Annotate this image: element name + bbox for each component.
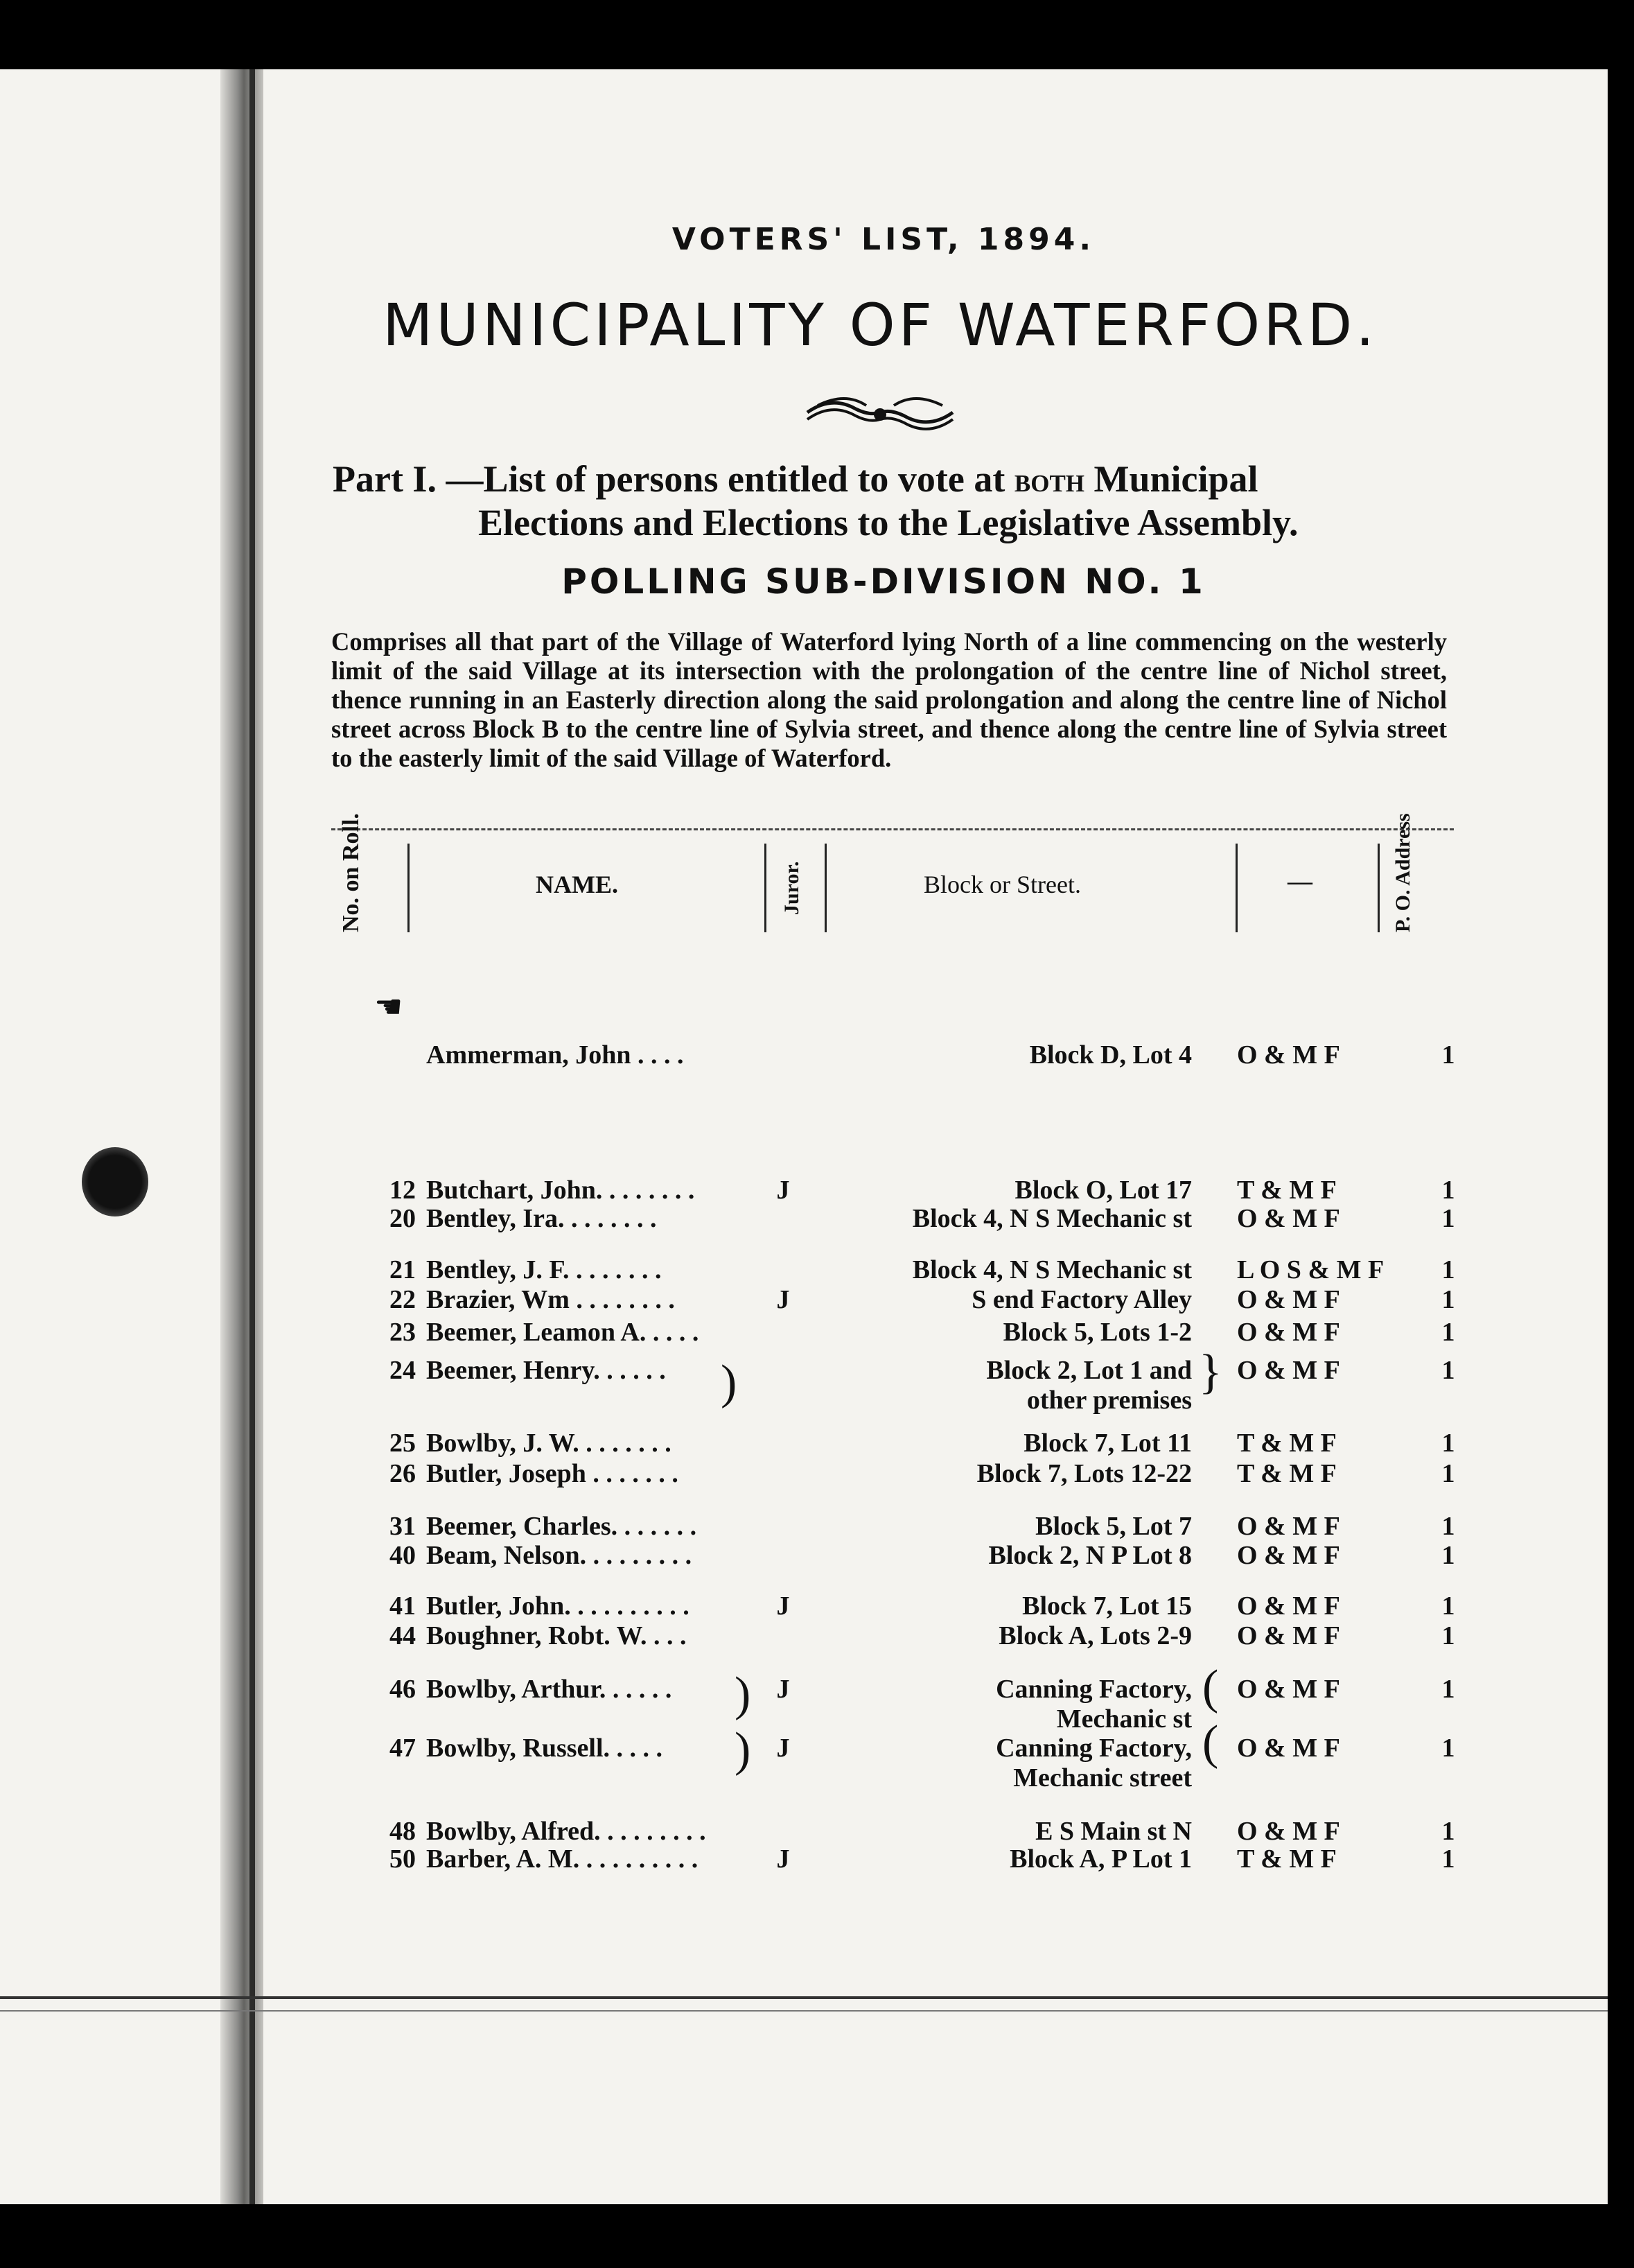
part-both: both	[1014, 460, 1085, 499]
brace-icon: )	[735, 1723, 751, 1777]
header-block: Block or Street.	[924, 871, 1081, 898]
header-top-rule	[331, 828, 1454, 830]
juror-mark: J	[776, 1176, 790, 1205]
table-row	[0, 1844, 1608, 1874]
block-or-street: Block D, Lot 4	[1029, 1040, 1192, 1070]
header-divider	[407, 844, 410, 932]
block-or-street: Canning Factory,	[996, 1734, 1192, 1763]
table-row	[0, 1816, 1608, 1847]
table-row	[0, 1428, 1608, 1458]
table-row	[0, 1674, 1608, 1704]
po-address: 1	[1441, 1844, 1455, 1874]
po-address: 1	[1441, 1285, 1455, 1314]
ornament-icon	[804, 388, 956, 437]
roll-number: 48	[389, 1817, 416, 1846]
po-address: 1	[1441, 1204, 1455, 1233]
voter-name: Bentley, Ira. . . . . . . .	[426, 1204, 657, 1233]
qualification: O & M F	[1237, 1512, 1340, 1541]
roll-number: 23	[389, 1318, 416, 1347]
brace-icon: )	[735, 1668, 751, 1721]
header-name: NAME.	[536, 871, 618, 898]
block-or-street: Block 5, Lot 7	[1035, 1512, 1192, 1541]
block-or-street: other premises	[1026, 1386, 1192, 1415]
block-or-street: S end Factory Alley	[972, 1285, 1192, 1314]
po-address: 1	[1441, 1356, 1455, 1385]
page-gutter	[220, 69, 263, 2204]
block-or-street: Mechanic st	[1056, 1704, 1192, 1734]
po-address: 1	[1441, 1734, 1455, 1763]
table-row	[0, 1704, 1608, 1734]
brace-icon: (	[1202, 1661, 1219, 1714]
table-row	[0, 1284, 1608, 1315]
page-gutter-shadow	[249, 69, 255, 2204]
brace-icon: }	[1199, 1345, 1222, 1399]
brace-icon: )	[721, 1356, 737, 1409]
po-address: 1	[1441, 1040, 1455, 1070]
block-or-street: Block 4, N S Mechanic st	[912, 1255, 1192, 1284]
roll-number: 46	[389, 1675, 416, 1704]
qualification: T & M F	[1237, 1176, 1337, 1205]
block-or-street: Block 7, Lot 15	[1022, 1591, 1192, 1621]
table-header	[331, 813, 1454, 939]
roll-number: 25	[389, 1429, 416, 1458]
bottom-rule-2	[0, 2010, 1608, 2012]
table-row	[0, 1203, 1608, 1234]
qualification: O & M F	[1237, 1621, 1340, 1650]
voter-name: Brazier, Wm . . . . . . . .	[426, 1285, 675, 1314]
qualification: O & M F	[1237, 1591, 1340, 1621]
part-label: Part I.	[333, 458, 437, 500]
qualification: O & M F	[1237, 1356, 1340, 1385]
roll-number: 40	[389, 1541, 416, 1570]
part-text-2: Municipal	[1093, 458, 1258, 500]
roll-number: 31	[389, 1512, 416, 1541]
roll-number: 26	[389, 1459, 416, 1488]
qualification: T & M F	[1237, 1459, 1337, 1488]
qualification: T & M F	[1237, 1844, 1337, 1874]
table-row	[0, 1385, 1608, 1415]
po-address: 1	[1441, 1675, 1455, 1704]
table-row	[0, 1255, 1608, 1285]
table-row	[0, 1355, 1608, 1386]
pointing-hand-icon: ☚	[374, 988, 403, 1025]
table-row	[0, 1511, 1608, 1542]
block-or-street: Block 7, Lot 11	[1024, 1429, 1192, 1458]
voter-name: Bowlby, Russell. . . . .	[426, 1734, 663, 1763]
roll-number: 47	[389, 1734, 416, 1763]
po-address: 1	[1441, 1621, 1455, 1650]
block-or-street: Block 7, Lots 12-22	[976, 1459, 1192, 1488]
header-divider	[825, 844, 827, 932]
block-or-street: Canning Factory,	[996, 1675, 1192, 1704]
qualification: O & M F	[1237, 1675, 1340, 1704]
voter-name: Boughner, Robt. W. . . .	[426, 1621, 687, 1650]
list-title: VOTERS' LIST, 1894.	[671, 222, 1096, 257]
part-text-3: Elections and Elections to the Legislative Assembly.	[478, 502, 1299, 543]
po-address: 1	[1441, 1255, 1455, 1284]
table-row	[0, 1621, 1608, 1651]
qualification: O & M F	[1237, 1734, 1340, 1763]
block-or-street: Block A, P Lot 1	[1010, 1844, 1192, 1874]
table-row	[0, 1317, 1608, 1347]
voter-name: Beam, Nelson. . . . . . . . .	[426, 1541, 692, 1570]
brace-icon: (	[1202, 1716, 1219, 1770]
roll-number: 44	[389, 1621, 416, 1650]
po-address: 1	[1441, 1541, 1455, 1570]
table-row	[0, 1591, 1608, 1621]
header-divider	[1378, 844, 1380, 932]
po-address: 1	[1441, 1817, 1455, 1846]
voter-name: Butler, John. . . . . . . . . .	[426, 1591, 689, 1621]
roll-number: 12	[389, 1176, 416, 1205]
table-row	[0, 1040, 1608, 1070]
po-address: 1	[1441, 1429, 1455, 1458]
header-divider	[1236, 844, 1238, 932]
roll-number: 21	[389, 1255, 416, 1284]
table-row	[0, 1175, 1608, 1205]
polling-subdivision-title: POLLING SUB-DIVISION NO. 1	[561, 561, 1206, 602]
voter-name: Butler, Joseph . . . . . . .	[426, 1459, 678, 1488]
roll-number: 20	[389, 1204, 416, 1233]
block-or-street: Mechanic street	[1013, 1763, 1192, 1792]
qualification: O & M F	[1237, 1541, 1340, 1570]
qualification: O & M F	[1237, 1040, 1340, 1070]
voter-name: Ammerman, John . . . .	[426, 1040, 684, 1070]
juror-mark: J	[776, 1734, 790, 1763]
qualification: O & M F	[1237, 1318, 1340, 1347]
juror-mark: J	[776, 1844, 790, 1874]
juror-mark: J	[776, 1675, 790, 1704]
roll-number: 50	[389, 1844, 416, 1874]
block-or-street: E S Main st N	[1035, 1817, 1192, 1846]
municipality-title: MUNICIPALITY OF WATERFORD.	[382, 291, 1378, 359]
voter-name: Bowlby, J. W. . . . . . . .	[426, 1429, 671, 1458]
qualification: O & M F	[1237, 1817, 1340, 1846]
bottom-rule	[0, 1996, 1608, 1999]
juror-mark: J	[776, 1285, 790, 1314]
header-qualification: —	[1288, 867, 1312, 895]
po-address: 1	[1441, 1512, 1455, 1541]
table-row	[0, 1733, 1608, 1763]
block-or-street: Block 2, N P Lot 8	[988, 1541, 1192, 1570]
table-row	[0, 1540, 1608, 1571]
po-address: 1	[1441, 1591, 1455, 1621]
roll-number: 41	[389, 1591, 416, 1621]
header-juror: Juror.	[780, 861, 803, 915]
part-text-1: —List of persons entitled to vote at	[446, 458, 1005, 500]
juror-mark: J	[776, 1591, 790, 1621]
voter-name: Bowlby, Arthur. . . . . .	[426, 1675, 672, 1704]
voter-name: Beemer, Leamon A. . . . .	[426, 1318, 699, 1347]
qualification: O & M F	[1237, 1285, 1340, 1314]
header-divider	[764, 844, 766, 932]
block-or-street: Block O, Lot 17	[1014, 1176, 1192, 1205]
header-po-address: P. O. Address	[1391, 813, 1414, 932]
po-address: 1	[1441, 1459, 1455, 1488]
roll-number: 22	[389, 1285, 416, 1314]
voter-name: Beemer, Charles. . . . . . .	[426, 1512, 697, 1541]
po-address: 1	[1441, 1176, 1455, 1205]
qualification: T & M F	[1237, 1429, 1337, 1458]
voter-name: Butchart, John. . . . . . . .	[426, 1176, 695, 1205]
table-row	[0, 1763, 1608, 1793]
block-or-street: Block 5, Lots 1-2	[1003, 1318, 1192, 1347]
subdivision-description: Comprises all that part of the Village of Waterford lying North of a line commencing on the westerly limit of the said Village at its intersection with the prolongation of the centre line of Nichol street, thence running in an Easterly direction along the said prolongation and along the centre line of Nichol street across Block B to the centre line of Sylvia street, and thence along the centre line of Sylvia street to the easterly limit of the said Village of Waterford.	[331, 627, 1447, 772]
block-or-street: Block A, Lots 2-9	[999, 1621, 1192, 1650]
po-address: 1	[1441, 1318, 1455, 1347]
header-roll: No. on Roll.	[338, 813, 364, 932]
qualification: O & M F	[1237, 1204, 1340, 1233]
block-or-street: Block 2, Lot 1 and	[986, 1356, 1192, 1385]
part-heading	[333, 457, 1448, 544]
qualification: L O S & M F	[1237, 1255, 1385, 1284]
block-or-street: Block 4, N S Mechanic st	[912, 1204, 1192, 1233]
voter-name: Bowlby, Alfred. . . . . . . . .	[426, 1817, 706, 1846]
table-row	[0, 1458, 1608, 1489]
voter-name: Bentley, J. F. . . . . . . .	[426, 1255, 662, 1284]
voter-name: Beemer, Henry. . . . . .	[426, 1356, 666, 1385]
roll-number: 24	[389, 1356, 416, 1385]
voter-name: Barber, A. M. . . . . . . . . .	[426, 1844, 699, 1874]
